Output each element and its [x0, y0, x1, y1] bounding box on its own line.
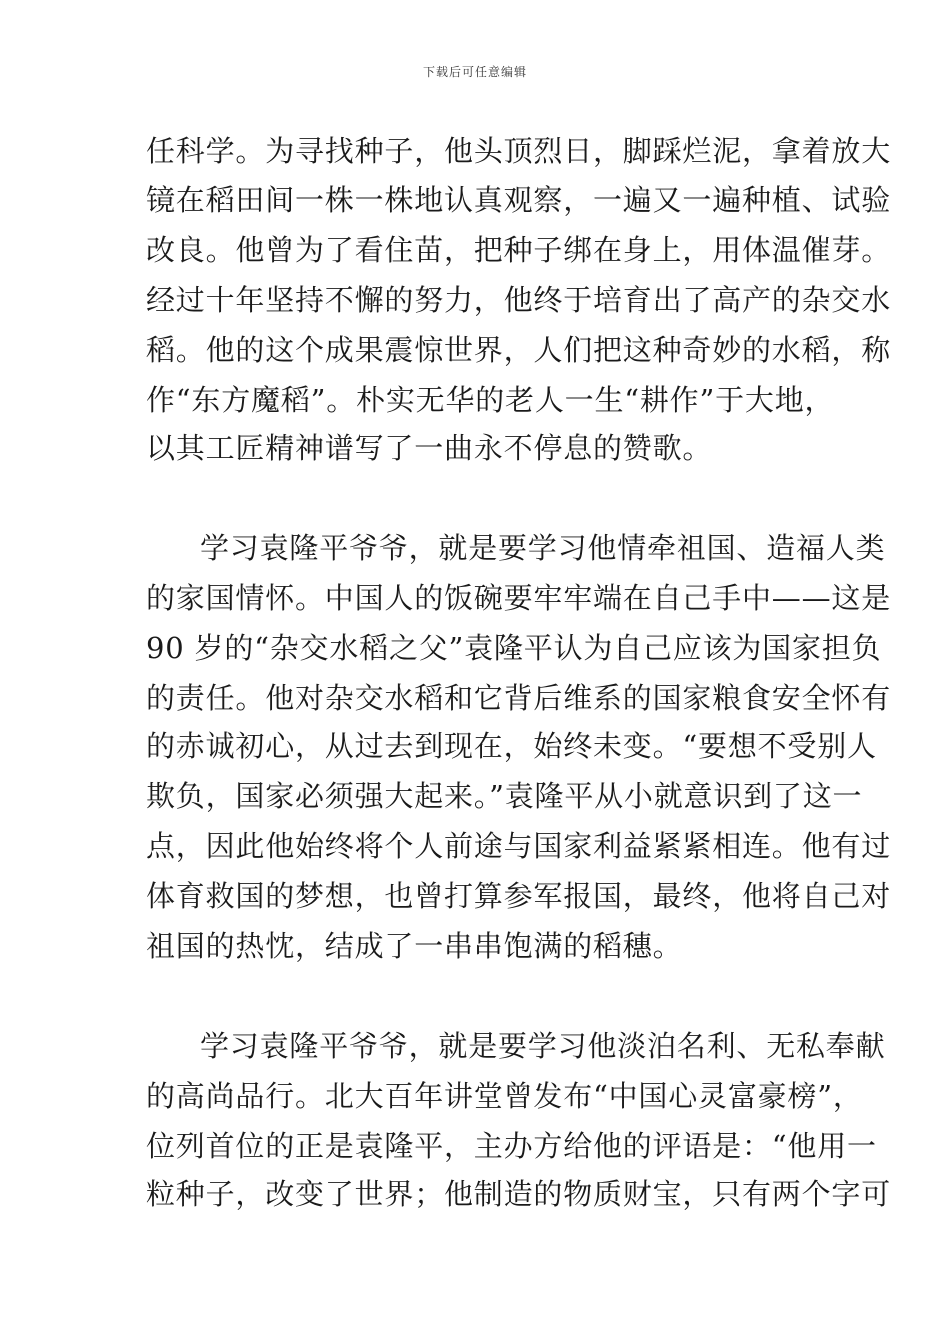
text-line: 的高尚品行。北大百年讲堂曾发布“中国心灵富豪榜”， [146, 1079, 863, 1113]
text-line: 的赤诚初心，从过去到现在，始终未变。“要想不受别人 [146, 729, 877, 763]
text-line: 学习袁隆平爷爷，就是要学习他情牵祖国、造福人类 [200, 531, 886, 565]
text-line: 学习袁隆平爷爷，就是要学习他淡泊名利、无私奉献 [200, 1029, 886, 1063]
text-line: 欺负，国家必须强大起来。”袁隆平从小就意识到了这一 [146, 779, 863, 813]
text-line: 以其工匠精神谱写了一曲永不停息的赞歌。 [146, 431, 713, 465]
text-line: 祖国的热忱，结成了一串串饱满的稻穗。 [146, 929, 683, 963]
text-line: 作“东方魔稻”。朴实无华的老人一生“耕作”于大地， [146, 383, 835, 417]
text-line: 90 岁的“杂交水稻之父”袁隆平认为自己应该为国家担负 [146, 631, 882, 665]
text-line: 稻。他的这个成果震惊世界，人们把这种奇妙的水稻，称 [146, 333, 892, 367]
header-note: 下载后可任意编辑 [422, 65, 527, 79]
text-line: 点，因此他始终将个人前途与国家利益紧紧相连。他有过 [146, 829, 892, 863]
text-line: 改良。他曾为了看住苗，把种子绑在身上，用体温催芽。 [146, 233, 892, 267]
text-line: 的责任。他对杂交水稻和它背后维系的国家粮食安全怀有 [146, 681, 892, 715]
text-line: 经过十年坚持不懈的努力，他终于培育出了高产的杂交水 [146, 283, 892, 317]
text-line: 体育救国的梦想，也曾打算参军报国，最终，他将自己对 [146, 879, 892, 913]
text-line: 的家国情怀。中国人的饭碗要牢牢端在自己手中——这是 [146, 581, 892, 615]
text-line: 镜在稻田间一株一株地认真观察，一遍又一遍种植、试验 [146, 183, 892, 217]
text-line: 位列首位的正是袁隆平，主办方给他的评语是：“他用一 [146, 1129, 877, 1163]
text-line: 任科学。为寻找种子，他头顶烈日，脚踩烂泥，拿着放大 [146, 134, 892, 168]
text-line: 粒种子，改变了世界；他制造的物质财宝，只有两个字可 [146, 1177, 892, 1211]
